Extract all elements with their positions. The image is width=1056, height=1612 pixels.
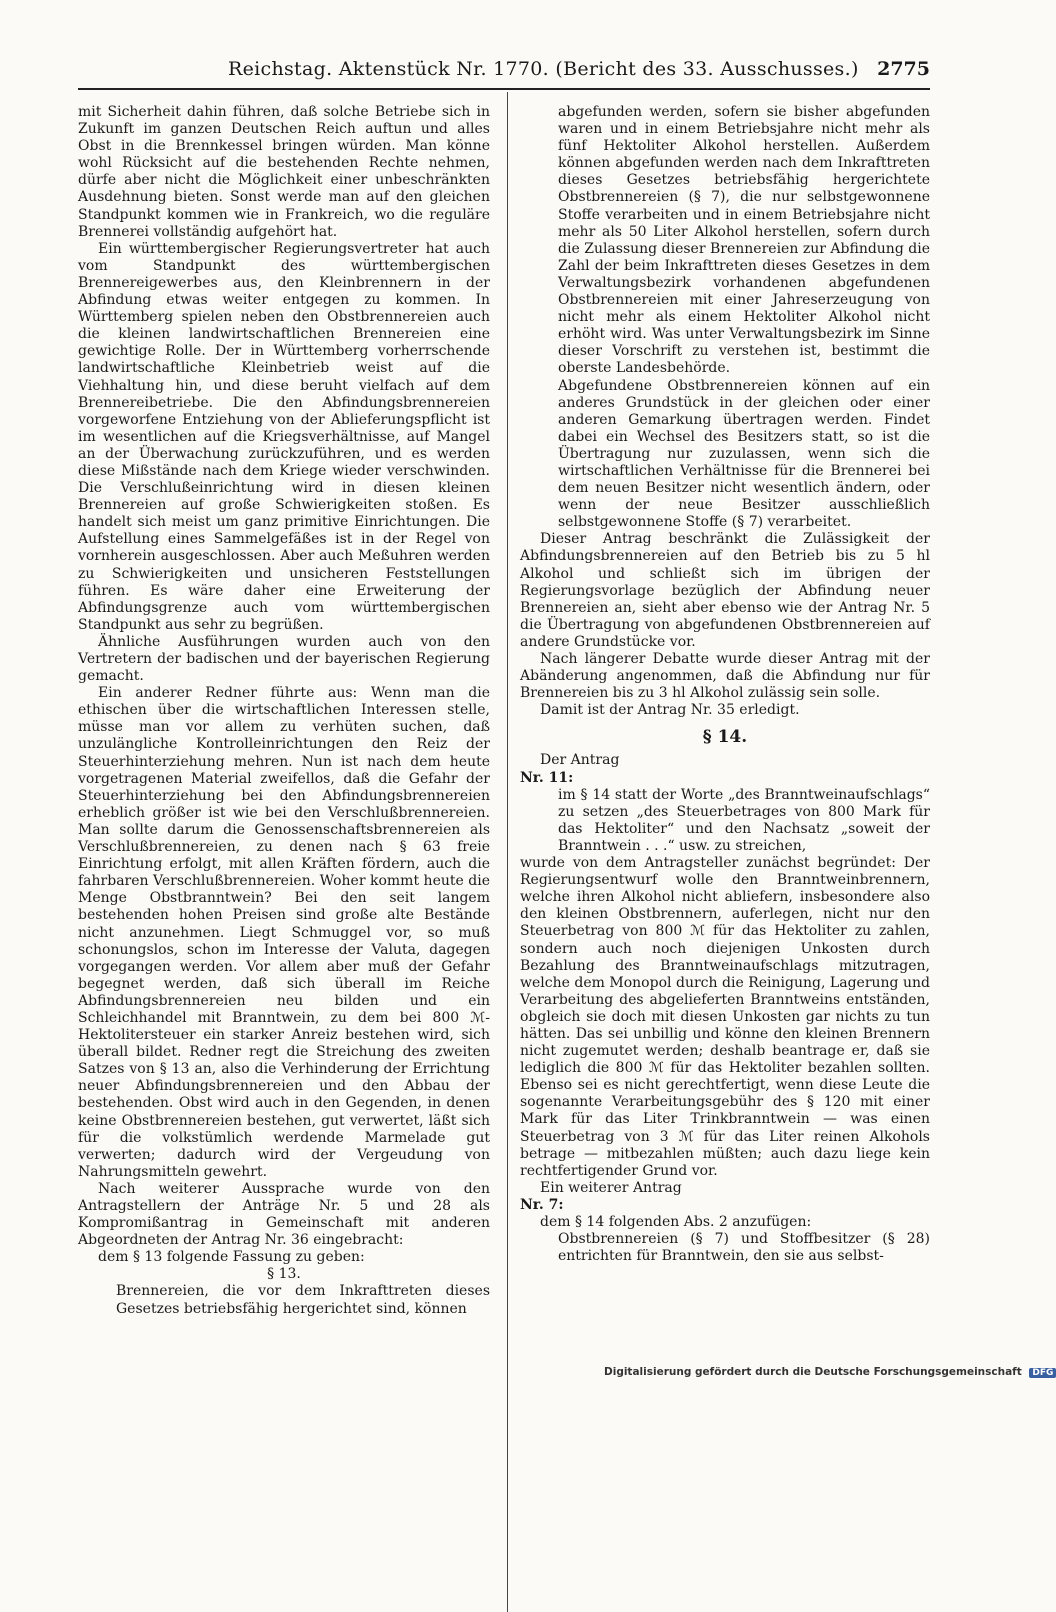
paragraph: Ein weiterer Antrag: [540, 1179, 682, 1196]
left-column: [78, 104, 490, 1594]
section-heading: § 14.: [702, 727, 748, 748]
motion-number: Nr. 11:: [520, 769, 574, 786]
column-divider: [507, 92, 508, 1612]
dfg-logo: DFG: [1029, 1368, 1056, 1378]
page-header: [78, 58, 930, 86]
motion-number: Nr. 7:: [520, 1196, 564, 1213]
quoted-provision: abgefunden werden, sofern sie bisher abgefunden waren und in einem Betriebsjahre nicht mehr als fünf Hektoliter Alkohol herstellen. Außerdem können abgefunden werden nach dem Inkrafttreten dieses Gesetzes betriebsfähig hergerichtete Obstbrennereien (§ 7), die nur selbstgewonnene Stoffe verarbeiten und in einem Betriebsjahre nicht mehr als 50 Liter Alkohol herstellen, sofern durch die Zulassung dieser Brennereien zur Abfindung die Zahl der beim Inkrafttreten dieses Gesetzes in dem Verwaltungsbezirk vorhandenen abgefundenen Obstbrennereien mit einer Jahreserzeugung von nicht mehr als einem Hektoliter Alkohol nicht erhöht wird. Was unter Verwaltungsbezirk im Sinne dieser Vorschrift zu verstehen ist, bestimmt die oberste Landesbehörde.: [558, 104, 930, 377]
quoted-motion: im § 14 statt der Worte „des Branntweinaufschlags“ zu setzen „des Steuerbetrages von 800 Mark für das Hektoliter“ und den Nachsatz „soweit der Branntwein . . .“ usw. zu streichen,: [558, 786, 930, 854]
paragraph: Nach weiterer Aussprache wurde von den Antragstellern der Anträge Nr. 5 und 28 als Kompromißantrag in Gemeinschaft mit anderen Abgeordneten der Antrag Nr. 36 eingebracht:: [78, 1180, 490, 1249]
quoted-provision: Abgefundene Obstbrennereien können auf ein anderes Grundstück in der gleichen oder einer anderen Gemarkung übertragen werden. Findet dabei ein Wechsel des Besitzers statt, so ist die Übertragung nur zuzulassen, wenn sich die wirtschaftlichen Verhältnisse für die Brennerei bei dem neuen Besitzer nicht wesentlich ändern, oder wenn der neue Besitzer ausschließlich selbstgewonnene Stoffe (§ 7) verarbeitet.: [558, 377, 930, 531]
digitization-text: Digitalisierung gefördert durch die Deutsche Forschungsgemeinschaft: [604, 1366, 1022, 1378]
paragraph: Ein württembergischer Regierungsvertreter hat auch vom Standpunkt des württembergischen Brennereigewerbes aus, den Kleinbrennern in der Abfindung etwas weiter entgegen zu kommen. In Württemberg spielen neben den Obstbrennereien auch die kleinen landwirtschaftlichen Brennereien eine gewichtige Rolle. Der in Württemberg vorherrschende landwirtschaftliche Kleinbetrieb weist auf die Viehhaltung hin, und diese beruht vielfach auf dem Brennereibetriebe. Die den Abfindungsbrennereien vorgeworfene Entziehung von der Ablieferungspflicht ist im wesentlichen auf die Kriegsverhältnisse, auf Mangel an der Überwachung zurückzuführen, und es werden diese Mißstände nach dem Kriege wieder verschwinden. Die Verschlußeinrichtung wird in diesen kleinen Brennereien auf große Schwierigkeiten stoßen. Es handelt sich meist um ganz primitive Einrichtungen. Die Aufstellung eines Sammelgefäßes ist in der Regel von vornherein ausgeschlossen. Aber auch Meßuhren werden zu Schwierigkeiten und unsicheren Feststellungen führen. Es wäre daher eine Erweiterung der Abfindungsgrenze auch vom württembergischen Standpunkt aus sehr zu begrüßen.: [78, 240, 490, 633]
running-title: Reichstag. Aktenstück Nr. 1770. (Bericht des 33. Ausschusses.): [228, 58, 859, 80]
paragraph: Nach längerer Debatte wurde dieser Antrag mit der Abänderung angenommen, daß die Abfindung nur für Brennereien bis zu 3 hl Alkohol zulässig sein solle.: [520, 651, 930, 702]
quoted-provision: Obstbrennereien (§ 7) und Stoffbesitzer (§ 28) entrichten für Branntwein, den sie aus selbst-: [558, 1231, 930, 1265]
quoted-provision: Brennereien, die vor dem Inkrafttreten dieses Gesetzes betriebsfähig hergerichtet sind, können: [116, 1283, 490, 1317]
paragraph: Der Antrag: [540, 752, 620, 769]
header-rule: [78, 88, 930, 90]
section-number: § 13.: [267, 1266, 301, 1283]
paragraph: dem § 13 folgende Fassung zu geben:: [98, 1249, 365, 1266]
paragraph: wurde von dem Antragsteller zunächst begründet: Der Regierungsentwurf wolle den Branntweinbrennern, welche ihren Alkohol nicht abliefern, insbesondere also den kleinen Obstbrennern, auferlegen, nicht nur den Steuerbetrag von 800 ℳ für das Hektoliter zu zahlen, sondern auch noch diejenigen Unkosten durch Bezahlung des Branntweinaufschlags mitzutragen, welche dem Monopol durch die Reinigung, Lagerung und Verarbeitung des abgelieferten Branntweins entständen, obgleich sie doch mit diesen Unkosten gar nichts zu tun hätten. Das sei unbillig und könne den kleinen Brennern nicht zugemutet werden; deshalb beantrage er, daß sie lediglich die 800 ℳ für das Hektoliter bezahlen sollten. Ebenso sei es nicht gerechtfertigt, wenn diese Leute die sogenannte Verarbeitungsgebühr des § 120 mit einer Mark für das Liter Trinkbranntwein — was einen Steuerbetrag von 3 ℳ für das Liter reinen Alkohols betrage — mitbezahlen müßten; auch dazu liege kein rechtfertigender Grund vor.: [520, 855, 930, 1179]
paragraph: mit Sicherheit dahin führen, daß solche Betriebe sich in Zukunft im ganzen Deutschen Reich auftun und alles Obst in die Brennkessel bringen würden. Man könne wohl Rücksicht auf die bestehenden Rechte nehmen, dürfe aber nicht die Möglichkeit einer unbeschränkten Ausdehnung bieten. Sonst werde man auf den gleichen Standpunkt kommen wie in Frankreich, wo die reguläre Brennerei vollständig aufgehört hat.: [78, 104, 490, 240]
page-number: 2775: [877, 58, 930, 80]
paragraph: dem § 14 folgenden Abs. 2 anzufügen:: [540, 1214, 812, 1230]
paragraph: Dieser Antrag beschränkt die Zulässigkeit der Abfindungsbrennereien auf den Betrieb bis zu 5 hl Alkohol und schließt sich im übrigen der Regierungsvorlage bezüglich der Abfindung neuer Brennereien an, sieht aber ebenso wie der Antrag Nr. 5 die Übertragung von abgefundenen Obstbrennereien auf andere Grundstücke vor.: [520, 531, 930, 650]
paragraph: Damit ist der Antrag Nr. 35 erledigt.: [540, 702, 800, 719]
digitization-credit: [604, 1366, 1056, 1378]
paragraph: Ein anderer Redner führte aus: Wenn man die ethischen über die wirtschaftlichen Interessen stelle, müsse man vor allem zu verhüten suchen, daß unzulängliche Kontrolleinrichtungen den Reiz der Steuerhinterziehung mehren. Nun ist nach dem heute vorgetragenen Material zweifellos, daß die Gefahr der Steuerhinterziehung bei den Abfindungsbrennereien erheblich größer ist wie bei den Verschlußbrennereien. Man sollte darum die Genossenschaftsbrennereien als Verschlußbrennereien, zu denen nach § 63 freie Einrichtung erfolgt, mit allen Kräften fördern, auch die fahrbaren Verschlußbrennereien. Woher kommt heute die Menge Obstbranntwein? Bei den seit langem bestehenden hohen Preisen sind große alte Bestände nicht anzunehmen. Liegt Schmuggel vor, so muß schonungslos, schon im Interesse der Valuta, dagegen vorgegangen werden. Vor allem aber muß der Gefahr begegnet werden, daß sich überall im Reiche Abfindungsbrennereien neu bilden und ein Schleichhandel mit Branntwein, zu dem bei 800 ℳ-Hektolitersteuer ein starker Anreiz bestehen wird, sich überall bildet. Redner regt die Streichung des zweiten Satzes von § 13 an, also die Verhinderung der Errichtung neuer Abfindungsbrennereien und den Abbau der bestehenden. Obst wird auch in den Gegenden, in denen keine Obstbrennereien bestehen, gut verwertet, läßt sich für die volkstümlich werdende Marmelade gut verwerten; dadurch wird der Vergeudung von Nahrungsmitteln gewehrt.: [78, 685, 490, 1180]
paragraph: Ähnliche Ausführungen wurden auch von den Vertretern der badischen und der bayerischen Regierung gemacht.: [78, 633, 490, 685]
